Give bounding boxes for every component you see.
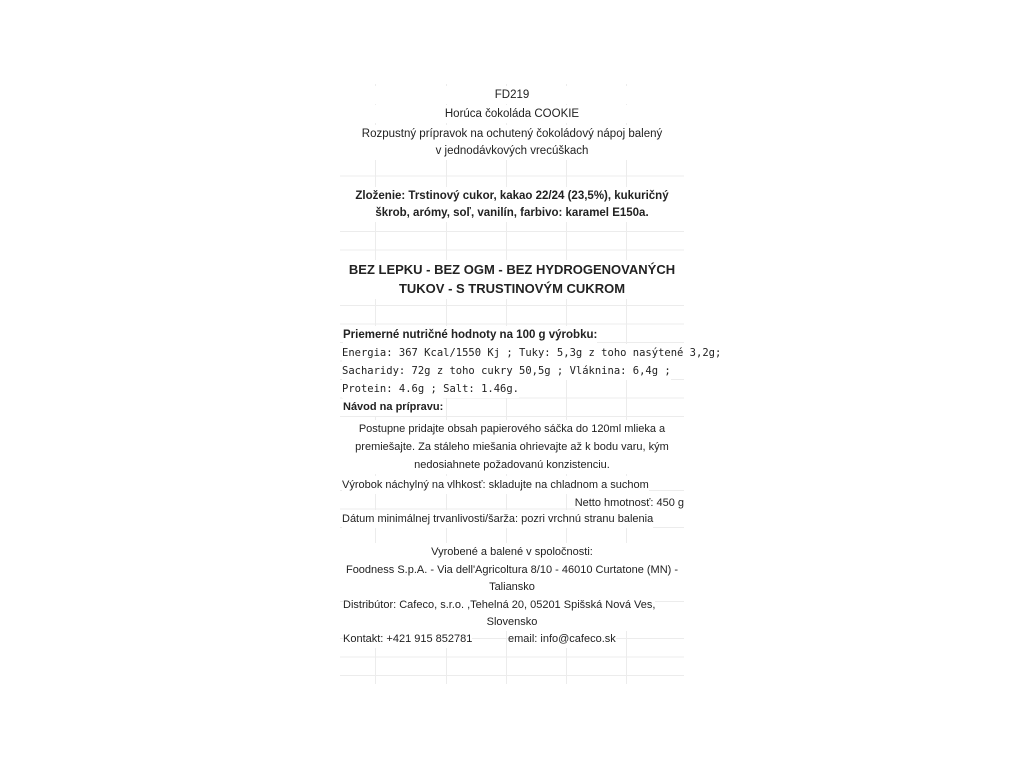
product-code: FD219 (340, 86, 684, 104)
instructions-line3: nedosiahnete požadovanú konzistenciu. (340, 456, 684, 474)
claims-line1: BEZ LEPKU - BEZ OGM - BEZ HYDROGENOVANÝCH (340, 260, 684, 280)
best-before-note: Dátum minimálnej trvanlivosti/šarža: pozri vrchnú stranu balenia (342, 510, 653, 528)
instructions-line2: premiešajte. Za stáleho miešania ohrievajte až k bodu varu, kým (340, 438, 684, 456)
storage-note: Výrobok náchylný na vlhkosť: skladujte na chladnom a suchom (342, 476, 649, 494)
nutrition-heading: Priemerné nutričné hodnoty na 100 g výrobku: (343, 326, 597, 344)
product-description-line1: Rozpustný prípravok na ochutený čokoládový nápoj balený (340, 125, 684, 143)
nutrition-line1: Energia: 367 Kcal/1550 Kj ; Tuky: 5,3g z toho nasýtené 3,2g; (342, 344, 721, 362)
product-label-sheet (340, 84, 722, 684)
manufacturer-line2: Taliansko (340, 578, 684, 596)
manufacturer-line1: Foodness S.p.A. - Via dell'Agricoltura 8/10 - 46010 Curtatone (MN) - (340, 561, 684, 579)
product-name: Horúca čokoláda COOKIE (340, 105, 684, 123)
instructions-heading: Návod na prípravu: (343, 398, 443, 416)
composition-line1: Zloženie: Trstinový cukor, kakao 22/24 (23,5%), kukuričný (340, 187, 684, 205)
nutrition-line2: Sacharidy: 72g z toho cukry 50,5g ; Vláknina: 6,4g ; (342, 362, 671, 380)
manufacturer-heading: Vyrobené a balené v spoločnosti: (340, 543, 684, 561)
net-weight: Netto hmotnosť: 450 g (575, 494, 684, 512)
nutrition-line3: Protein: 4.6g ; Salt: 1.46g. (342, 380, 519, 398)
composition-line2: škrob, arómy, soľ, vanilín, farbivo: karamel E150a. (340, 204, 684, 222)
product-description-line2: v jednodávkových vrecúškach (340, 142, 684, 160)
claims-line2: TUKOV - S TRUSTINOVÝM CUKROM (340, 279, 684, 299)
contact-phone: Kontakt: +421 915 852781 (343, 630, 472, 648)
instructions-line1: Postupne pridajte obsah papierového sáčka do 120ml mlieka a (340, 420, 684, 438)
distributor-line2: Slovensko (340, 613, 684, 631)
contact-email: email: info@cafeco.sk (508, 630, 616, 648)
distributor-line1: Distribútor: Cafeco, s.r.o. ,Tehelná 20, 05201 Spišská Nová Ves, (343, 596, 655, 614)
